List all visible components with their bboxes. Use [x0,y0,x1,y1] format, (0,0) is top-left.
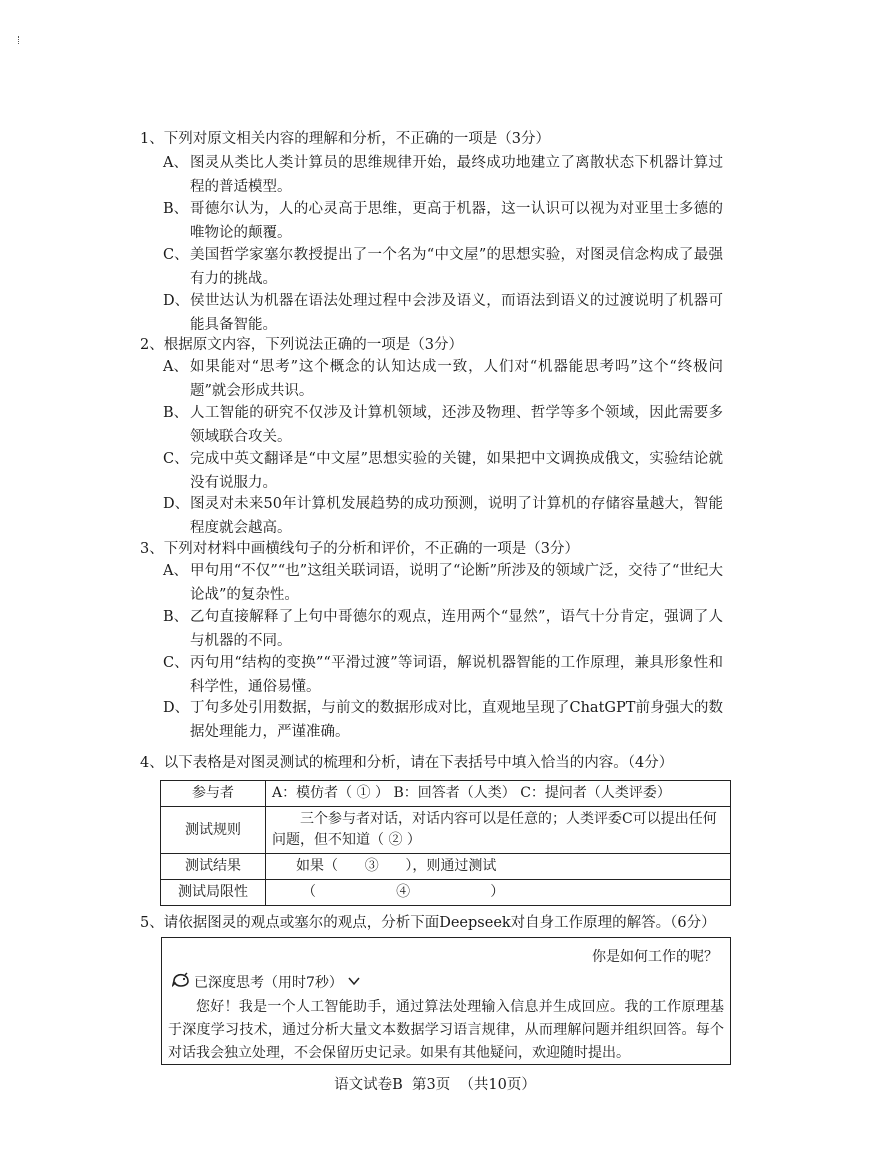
table-value-cell: A：模仿者（ ① ） B：回答者（人类） C：提问者（人类评委） [266,781,731,807]
assistant-reply: 您好！我是一个人工智能助手，通过算法处理输入信息并生成回应。我的工作原理基于深度学习技术，通过分析大量文本数据学习语言规律，从而理解问题并组织回答。每个对话我会独立处理，不会保留历史记录。如果有其他疑问，欢迎随时提出。 [168,999,724,1061]
question-3-option-b: B、 乙句直接解释了上句中哥德尔的观点，连用两个“显然”，语气十分肯定，强调了人与机器的不同。 [163,609,723,649]
question-2-option-d: D、 图灵对未来50年计算机发展趋势的成功预测，说明了计算机的存储容量越大，智能程度就会越高。 [163,496,723,536]
chat-transcript-box [161,937,731,1065]
question-2-option-c: C、 完成中英文翻译是“中文屋”思想实验的关键，如果把中文调换成俄文，实验结论就没有说服力。 [163,451,723,491]
question-3-option-c: C、 丙句用“结构的变换”“平滑过渡”等词语，解说机器智能的工作原理，兼具形象性和科学性，通俗易懂。 [163,655,723,695]
table-row [161,807,731,854]
question-4-title: 4、以下表格是对图灵测试的梳理和分析，请在下表括号中填入恰当的内容。（4分） [140,755,674,771]
question-1-option-d: D、 侯世达认为机器在语法处理过程中会涉及语义，而语法到语义的过渡说明了机器可能具备智能。 [163,293,723,333]
table-row [161,854,731,880]
table-value-cell: 三个参与者对话，对话内容可以是任意的；人类评委C可以提出任何问题，但不知道（ ② ） [266,807,731,854]
user-message: 你是如何工作的呢？ [592,949,718,965]
table-key-cell: 测试结果 [161,854,266,880]
thinking-label: 已深度思考（用时7秒） [194,975,343,991]
chevron-down-icon[interactable] [347,974,361,990]
whale-logo-icon [172,972,190,992]
question-1-title: 1、下列对原文相关内容的理解和分析，不正确的一项是（3分） [140,131,550,147]
question-3-option-d: D、 丁句多处引用数据，与前文的数据形成对比，直观地呈现了ChatGPT前身强大的数据处理能力，严谨准确。 [163,700,723,740]
table-row [161,880,731,906]
question-2-option-a: A、 如果能对“思考”这个概念的认知达成一致，人们对“机器能思考吗”这个“终极问题”就会形成共识。 [163,359,723,399]
question-1-option-b: B、 哥德尔认为，人的心灵高于思维，更高于机器，这一认识可以视为对亚里士多德的唯物论的颠覆。 [163,201,723,241]
table-value-cell: （ ④ ） [266,880,731,906]
question-5-title: 5、请依据图灵的观点或塞尔的观点，分析下面Deepseek对自身工作原理的解答。（6分） [140,915,716,931]
question-2-option-b: B、 人工智能的研究不仅涉及计算机领域，还涉及物理、哲学等多个领域，因此需要多领域联合攻关。 [163,405,723,445]
table-value-cell: 如果（ ③ ），则通过测试 [266,854,731,880]
thinking-status[interactable] [172,972,361,992]
question-1-option-c: C、 美国哲学家塞尔教授提出了一个名为“中文屋”的思想实验，对图灵信念构成了最强有力的挑战。 [163,247,723,287]
page-footer: 语文试卷B 第3页 （共10页） [334,1077,536,1093]
table-row [161,781,731,807]
table-key-cell: 测试规则 [161,807,266,854]
question-1-option-a: A、 图灵从类比人类计算员的思维规律开始，最终成功地建立了离散状态下机器计算过程的普适模型。 [163,155,723,195]
question-3-title: 3、下列对材料中画横线句子的分析和评价，不正确的一项是（3分） [140,541,579,557]
scan-mark [18,36,21,44]
question-2-title: 2、根据原文内容，下列说法正确的一项是（3分） [140,337,463,353]
question-3-option-a: A、 甲句用“不仅”“也”这组关联词语，说明了“论断”所涉及的领域广泛，交待了“世纪大论战”的复杂性。 [163,563,723,603]
table-key-cell: 参与者 [161,781,266,807]
turing-test-table [160,780,731,906]
table-key-cell: 测试局限性 [161,880,266,906]
